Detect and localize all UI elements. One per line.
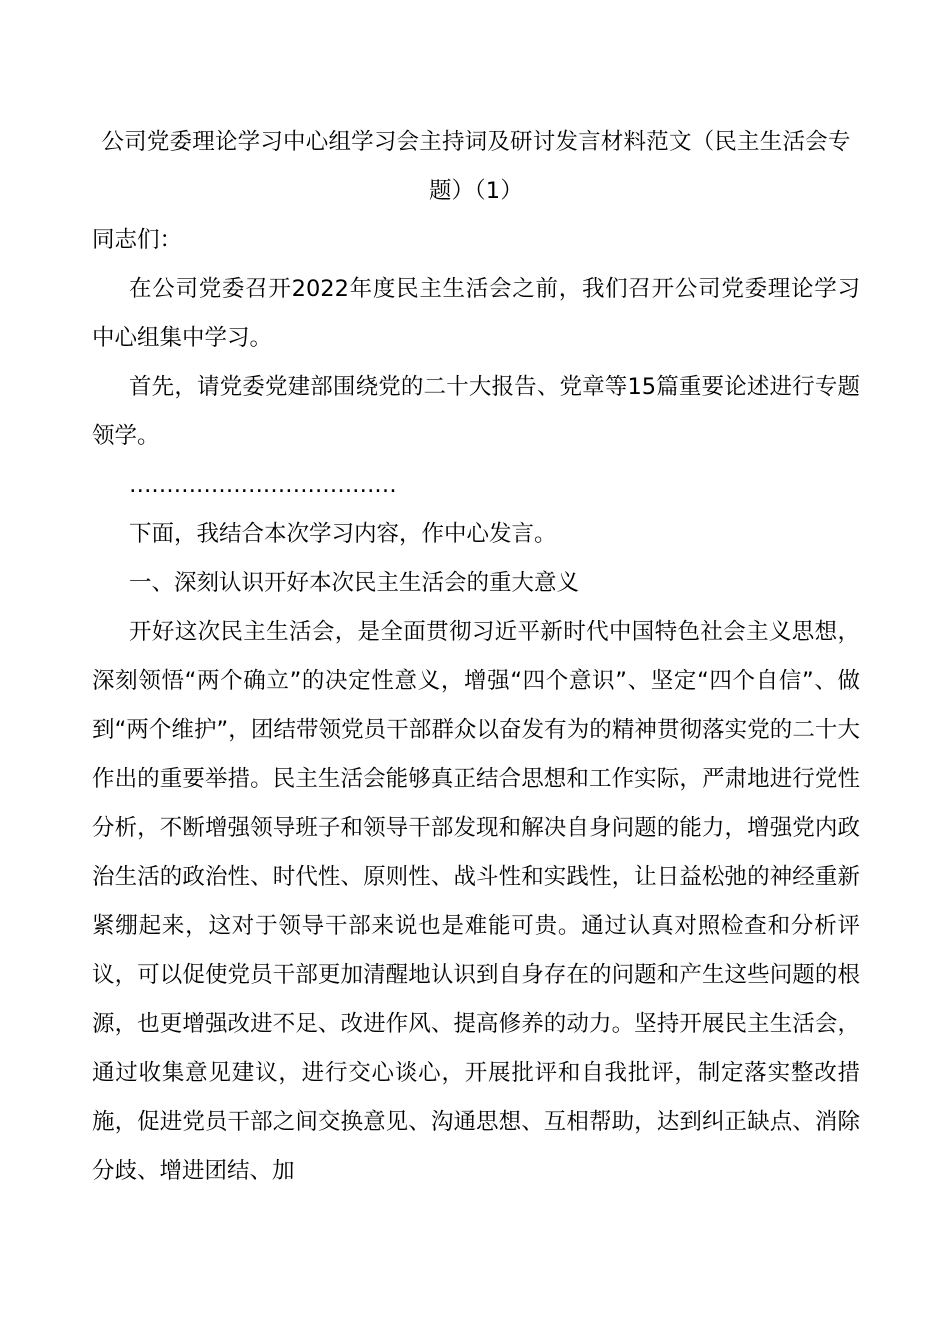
section-heading-1: 一、深刻认识开好本次民主生活会的重大意义 <box>129 570 580 596</box>
document-page <box>92 118 860 1196</box>
salutation: 同志们： <box>92 227 183 253</box>
paragraph-speech-intro: 下面，我结合本次学习内容，作中心发言。 <box>129 521 557 547</box>
ellipsis-separator: ……………………………… <box>129 472 397 498</box>
paragraph-significance: 开好这次民主生活会，是全面贯彻习近平新时代中国特色社会主义思想，深刻领悟“两个确立”的决定性意义，增强“四个意识”、坚定“四个自信”、做到“两个维护”，团结带领党员干部群众以奋发有为的精神贯彻落实党的二十大作出的重要举措。民主生活会能够真正结合思想和工作实际，严肃地进行党性分析，不断增强领导班子和领导干部发现和解决自身问题的能力，增强党内政治生活的政治性、时代性、原则性、战斗性和实践性，让日益松弛的神经重新紧绷起来，这对于领导干部来说也是难能可贵。通过认真对照检查和分析评议，可以促使党员干部更加清醒地认识到自身存在的问题和产生这些问题的根源，也更增强改进不足、改进作风、提高修养的动力。坚持开展民主生活会，通过收集意见建议，进行交心谈心，开展批评和自我批评，制定落实整改措施，促进党员干部之间交换意见、沟通思想、互相帮助，达到纠正缺点、消除分歧、增进团结、加 <box>92 619 860 1184</box>
paragraph-study-lead: 首先，请党委党建部围绕党的二十大报告、党章等15篇重要论述进行专题领学。 <box>92 374 860 449</box>
paragraph-intro: 在公司党委召开2022年度民主生活会之前，我们召开公司党委理论学习中心组集中学习。 <box>92 276 860 351</box>
document-title: 公司党委理论学习中心组学习会主持词及研讨发言材料范文（民主生活会专题）（1） <box>101 129 851 204</box>
